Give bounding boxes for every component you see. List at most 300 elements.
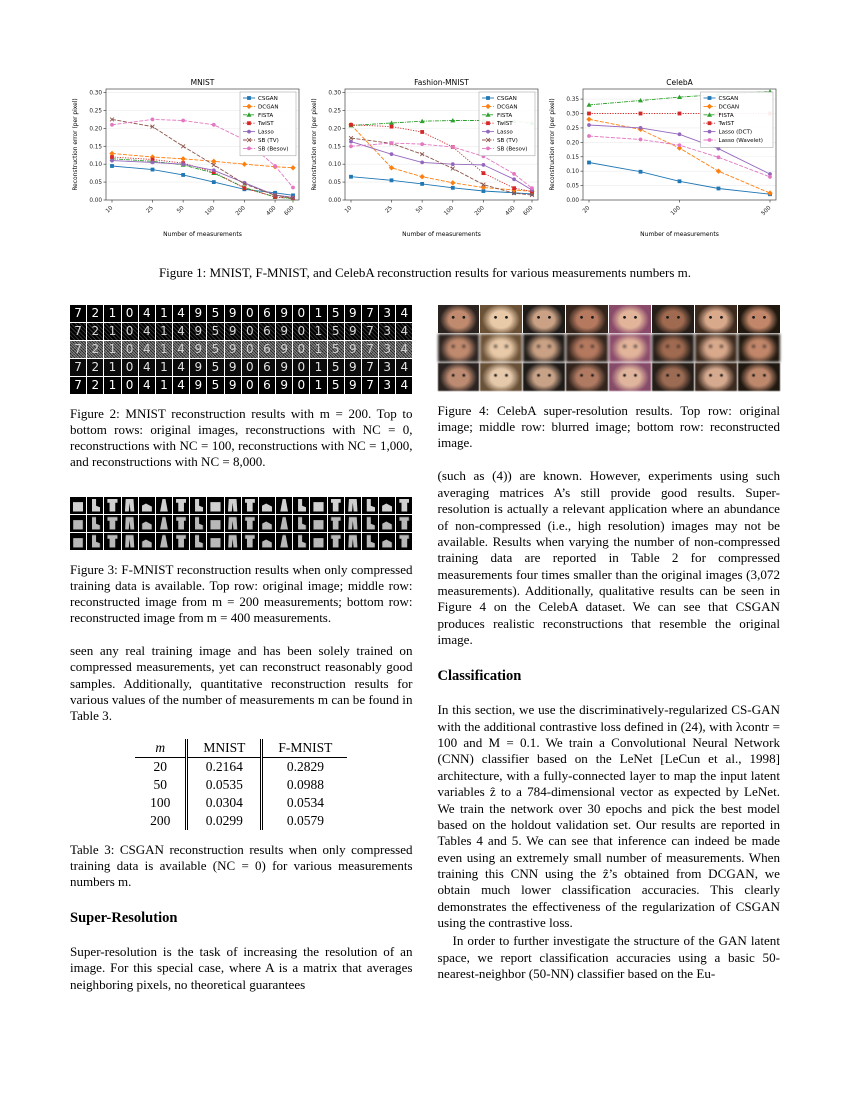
mnist-strip-NC-1000 — [70, 359, 413, 376]
fmnist-item-image — [293, 533, 309, 550]
mnist-digit-image: 9 — [276, 377, 292, 394]
fmnist-item-image — [122, 497, 138, 514]
svg-text:0.20: 0.20 — [327, 126, 341, 133]
mnist-strip-NC-0 — [70, 323, 413, 340]
mnist-digit-image: 1 — [104, 359, 120, 376]
figure1-charts — [70, 76, 780, 244]
svg-text:Lasso: Lasso — [496, 129, 513, 136]
fmnist-item-image — [156, 533, 172, 550]
mnist-digit-image: 0 — [122, 305, 138, 322]
svg-text:Reconstruction error (per pixe: Reconstruction error (per pixel) — [311, 98, 318, 191]
svg-text:10: 10 — [343, 205, 353, 215]
fmnist-item-image — [259, 497, 275, 514]
mnist-digit-image: 7 — [70, 377, 86, 394]
mnist-digit-image: 9 — [345, 323, 361, 340]
mnist-digit-image: 4 — [173, 359, 189, 376]
mnist-digit-image: 4 — [139, 305, 155, 322]
svg-text:CSGAN: CSGAN — [258, 96, 278, 102]
celeba-face-image — [609, 305, 651, 333]
fmnist-item-image — [362, 533, 378, 550]
mnist-digit-image: 5 — [328, 323, 344, 340]
svg-text:0.10: 0.10 — [327, 162, 341, 169]
fmnist-item-image — [104, 497, 120, 514]
fmnist-item-image — [122, 533, 138, 550]
fmnist-item-image — [310, 515, 326, 532]
chart-celeba — [547, 76, 780, 244]
svg-text:FISTA: FISTA — [258, 112, 274, 119]
celeba-face-image — [438, 334, 480, 362]
svg-text:CSGAN: CSGAN — [496, 96, 517, 102]
svg-text:SB (TV): SB (TV) — [258, 138, 279, 144]
table3-caption: Table 3: CSGAN reconstruction results when only compressed training data is available (NC = 0) for various measurements numbers m. — [70, 841, 413, 889]
mnist-digit-image: 9 — [345, 377, 361, 394]
mnist-digit-image: 6 — [259, 359, 275, 376]
fmnist-item-image — [87, 497, 103, 514]
svg-text:Lasso: Lasso — [258, 129, 274, 136]
mnist-digit-image: 0 — [242, 359, 258, 376]
mnist-digit-image: 4 — [173, 377, 189, 394]
svg-text:100: 100 — [204, 205, 217, 218]
table3-cell: 0.0299 — [187, 812, 262, 830]
mnist-digit-image: 7 — [362, 359, 378, 376]
fmnist-item-image — [396, 497, 412, 514]
right-column — [438, 305, 781, 993]
fmnist-item-image — [396, 515, 412, 532]
fmnist-item-image — [173, 497, 189, 514]
mnist-digit-image: 9 — [276, 305, 292, 322]
mnist-digit-image: 2 — [87, 305, 103, 322]
svg-text:CelebA: CelebA — [666, 78, 693, 87]
mnist-digit-image: 4 — [396, 359, 412, 376]
mnist-digit-image: 0 — [242, 341, 258, 358]
mnist-digit-image: 9 — [225, 323, 241, 340]
table3-cell: 100 — [150, 794, 171, 810]
fmnist-strip-m-200 — [70, 515, 413, 532]
celeba-face-image — [523, 334, 565, 362]
mnist-digit-image: 9 — [190, 323, 206, 340]
celeba-face-image — [438, 305, 480, 333]
svg-text:0.10: 0.10 — [566, 169, 579, 176]
mnist-digit-image: 0 — [242, 323, 258, 340]
mnist-digit-image: 4 — [139, 323, 155, 340]
mnist-digit-image: 9 — [345, 341, 361, 358]
mnist-digit-image: 7 — [362, 305, 378, 322]
mnist-digit-image: 1 — [104, 323, 120, 340]
figure2-image — [70, 305, 413, 394]
mnist-digit-image: 9 — [190, 377, 206, 394]
svg-text:0.05: 0.05 — [566, 183, 579, 190]
mnist-digit-image: 5 — [207, 305, 223, 322]
svg-text:200: 200 — [473, 205, 486, 218]
table3-cell: 0.0304 — [187, 794, 262, 812]
svg-text:0.30: 0.30 — [327, 90, 341, 97]
svg-text:0.15: 0.15 — [89, 144, 102, 151]
paragraph-reconstruction: seen any real training image and has been solely trained on compressed measurements, yet can reconstruct reasonably good samples. Additionally, quantitative reconstruction results for various values of the number of measurements m can be found in Table 3. — [70, 642, 413, 724]
mnist-digit-image: 3 — [379, 341, 395, 358]
figure-1 — [70, 76, 780, 281]
svg-text:Reconstruction error (per pixe: Reconstruction error (per pixel) — [73, 98, 79, 191]
paragraph-knn: In order to further investigate the structure of the GAN latent space, we report classification accuracies using a basic 50-nearest-neighbor (50-NN) classifier based on the Eu- — [437, 933, 780, 982]
svg-text:Fashion-MNIST: Fashion-MNIST — [413, 78, 469, 87]
svg-text:DCGAN: DCGAN — [718, 104, 740, 111]
celeba-face-image — [480, 305, 522, 333]
svg-text:0.25: 0.25 — [327, 108, 341, 115]
fmnist-item-image — [87, 533, 103, 550]
table3-cell: 200 — [150, 812, 171, 828]
svg-text:600: 600 — [283, 205, 296, 218]
mnist-digit-image: 5 — [328, 359, 344, 376]
mnist-digit-image: 9 — [345, 305, 361, 322]
svg-text:DCGAN: DCGAN — [496, 104, 518, 111]
mnist-digit-image: 0 — [242, 305, 258, 322]
celeba-face-image — [566, 334, 608, 362]
celeba-face-image — [695, 334, 737, 362]
svg-text:100: 100 — [669, 205, 682, 218]
fmnist-item-image — [122, 515, 138, 532]
mnist-digit-image: 4 — [173, 341, 189, 358]
svg-text:0.00: 0.00 — [89, 198, 102, 204]
mnist-digit-image: 4 — [139, 377, 155, 394]
fmnist-item-image — [70, 497, 86, 514]
fmnist-item-image — [328, 515, 344, 532]
svg-text:DCGAN: DCGAN — [258, 104, 279, 111]
svg-text:0.30: 0.30 — [89, 90, 102, 97]
mnist-digit-image: 7 — [362, 377, 378, 394]
celeba-face-image — [566, 305, 608, 333]
svg-text:50: 50 — [414, 205, 425, 215]
mnist-digit-image: 2 — [87, 377, 103, 394]
mnist-digit-image: 7 — [70, 323, 86, 340]
figure3-caption: Figure 3: F-MNIST reconstruction results when only compressed training data is available. Top row: original image; middle row: reconstructed image from m = 200 measurements; bottom row: reconstructed image from m = 400 measurements. — [70, 561, 413, 625]
mnist-digit-image: 6 — [259, 377, 275, 394]
mnist-digit-image: 3 — [379, 323, 395, 340]
mnist-digit-image: 9 — [190, 341, 206, 358]
fmnist-item-image — [242, 533, 258, 550]
mnist-digit-image: 9 — [276, 323, 292, 340]
fmnist-item-image — [259, 533, 275, 550]
svg-text:500: 500 — [760, 205, 773, 218]
mnist-digit-image: 9 — [225, 305, 241, 322]
celeba-face-image — [652, 305, 694, 333]
mnist-strip-NC-100 — [70, 341, 413, 358]
mnist-digit-image: 3 — [379, 305, 395, 322]
svg-text:Lasso (DCT): Lasso (DCT) — [718, 129, 753, 136]
figure4-image — [438, 305, 781, 391]
mnist-digit-image: 5 — [207, 359, 223, 376]
mnist-digit-image: 4 — [396, 377, 412, 394]
mnist-digit-image: 1 — [156, 323, 172, 340]
fmnist-item-image — [70, 533, 86, 550]
mnist-digit-image: 6 — [259, 341, 275, 358]
mnist-digit-image: 1 — [310, 359, 326, 376]
svg-text:0.20: 0.20 — [89, 126, 102, 133]
fmnist-item-image — [173, 515, 189, 532]
mnist-digit-image: 9 — [190, 359, 206, 376]
table3-row — [135, 812, 347, 830]
mnist-digit-image: 6 — [259, 305, 275, 322]
mnist-digit-image: 2 — [87, 341, 103, 358]
mnist-digit-image: 7 — [70, 359, 86, 376]
figure4-caption: Figure 4: CelebA super-resolution results. Top row: original image; middle row: blurred image; bottom row: reconstructed image. — [437, 403, 780, 451]
table3-row — [135, 757, 347, 776]
fmnist-item-image — [345, 497, 361, 514]
fmnist-item-image — [207, 533, 223, 550]
mnist-digit-image: 5 — [328, 305, 344, 322]
table3-cell: 0.0535 — [187, 776, 262, 794]
mnist-digit-image: 1 — [156, 359, 172, 376]
svg-text:Number of measurements: Number of measurements — [163, 231, 242, 238]
fmnist-item-image — [276, 515, 292, 532]
svg-text:400: 400 — [504, 205, 516, 218]
section-heading-classification: Classification — [437, 668, 522, 685]
svg-text:0.25: 0.25 — [566, 125, 579, 132]
celeba-face-image — [609, 363, 651, 391]
fmnist-item-image — [310, 533, 326, 550]
fmnist-item-image — [190, 515, 206, 532]
svg-text:Lasso (Wavelet): Lasso (Wavelet) — [718, 138, 763, 144]
svg-text:0.00: 0.00 — [566, 198, 579, 204]
fmnist-item-image — [259, 515, 275, 532]
celeba-face-image — [480, 334, 522, 362]
mnist-digit-image: 4 — [396, 305, 412, 322]
fmnist-item-image — [190, 533, 206, 550]
fmnist-item-image — [139, 533, 155, 550]
fmnist-item-image — [396, 533, 412, 550]
mnist-digit-image: 2 — [87, 359, 103, 376]
chart-fashion-mnist — [309, 76, 542, 244]
mnist-digit-image: 0 — [122, 323, 138, 340]
svg-text:Reconstruction error (per pixe: Reconstruction error (per pixel) — [550, 98, 556, 191]
fmnist-item-image — [225, 515, 241, 532]
mnist-digit-image: 5 — [328, 341, 344, 358]
table3-body — [135, 757, 347, 830]
table-3 — [135, 739, 347, 830]
fmnist-item-image — [310, 497, 326, 514]
svg-text:Number of measurements: Number of measurements — [640, 231, 719, 238]
svg-text:CSGAN: CSGAN — [718, 96, 739, 102]
svg-text:SB (Besov): SB (Besov) — [496, 146, 527, 153]
table3-cell: 0.0579 — [262, 812, 348, 830]
fmnist-item-image — [225, 497, 241, 514]
figure3-image — [70, 497, 413, 550]
fmnist-strip-original — [70, 497, 413, 514]
fmnist-item-image — [70, 515, 86, 532]
mnist-digit-image: 1 — [310, 323, 326, 340]
table3-row — [135, 776, 347, 794]
svg-text:0.10: 0.10 — [89, 162, 102, 169]
fmnist-item-image — [276, 533, 292, 550]
fmnist-item-image — [104, 533, 120, 550]
table3-header-cell: F-MNIST — [262, 739, 348, 758]
mnist-digit-image: 5 — [207, 341, 223, 358]
svg-text:TwIST: TwIST — [718, 121, 735, 128]
svg-text:0.00: 0.00 — [327, 198, 341, 204]
svg-text:TwIST: TwIST — [496, 121, 513, 128]
celeba-face-image — [738, 363, 780, 391]
mnist-digit-image: 1 — [156, 305, 172, 322]
mnist-digit-image: 1 — [104, 377, 120, 394]
paragraph-super-resolution-cont: (such as (4)) are known. However, experiments using such averaging matrices A’s still provide good results. Super-resolution is actually a relevant application where an abundance of non-compressed (i.e., high resolution) images may not be available. Results when varying the number of non-compressed training data are reported in Table 2 for compressed measurements four times smaller than the original images (3,072 measurements). Additionally, qualitative results can be seen in Figure 4 on the CelebA dataset. We can see that CSGAN produces realistic reconstructions that resemble the original image. — [437, 468, 780, 648]
fmnist-item-image — [293, 515, 309, 532]
svg-text:100: 100 — [442, 205, 455, 218]
mnist-digit-image: 0 — [122, 359, 138, 376]
mnist-digit-image: 7 — [70, 341, 86, 358]
section-heading-super-resolution: Super-Resolution — [70, 910, 178, 927]
celeba-face-image — [523, 305, 565, 333]
svg-text:SB (Besov): SB (Besov) — [258, 146, 289, 153]
table3-header-row — [135, 739, 347, 758]
table3-row — [135, 794, 347, 812]
svg-text:SB (TV): SB (TV) — [496, 138, 518, 144]
fmnist-item-image — [87, 515, 103, 532]
svg-text:10: 10 — [105, 205, 115, 215]
svg-text:200: 200 — [234, 205, 247, 218]
celeba-face-image — [609, 334, 651, 362]
svg-text:0.35: 0.35 — [566, 97, 579, 104]
svg-text:FISTA: FISTA — [718, 112, 734, 119]
fmnist-item-image — [225, 533, 241, 550]
mnist-digit-image: 4 — [139, 341, 155, 358]
fmnist-item-image — [379, 515, 395, 532]
mnist-digit-image: 2 — [87, 323, 103, 340]
figure1-caption: Figure 1: MNIST, F-MNIST, and CelebA reconstruction results for various measurements numbers m. — [158, 265, 692, 280]
mnist-digit-image: 3 — [379, 359, 395, 376]
table3-cell: 50 — [153, 776, 167, 792]
fmnist-item-image — [207, 497, 223, 514]
mnist-digit-image: 0 — [242, 377, 258, 394]
svg-text:TwIST: TwIST — [258, 121, 274, 128]
svg-text:400: 400 — [265, 205, 278, 218]
svg-text:FISTA: FISTA — [496, 112, 512, 119]
mnist-digit-image: 0 — [122, 341, 138, 358]
mnist-strip-original — [70, 305, 413, 322]
fmnist-item-image — [173, 533, 189, 550]
figure2-caption: Figure 2: MNIST reconstruction results with m = 200. Top to bottom rows: original images, reconstructions with NC = 0, reconstructions with NC = 100, reconstructions with NC = 1,000, and reconstructions with NC = 8,000. — [70, 406, 413, 470]
table3-header-cell: m — [135, 739, 187, 758]
table3-cell: 0.2164 — [187, 757, 262, 776]
mnist-digit-image: 7 — [70, 305, 86, 322]
fmnist-item-image — [379, 497, 395, 514]
mnist-digit-image: 0 — [293, 305, 309, 322]
svg-text:25: 25 — [384, 205, 394, 215]
fmnist-item-image — [328, 533, 344, 550]
svg-text:MNIST: MNIST — [190, 78, 215, 87]
mnist-digit-image: 1 — [310, 305, 326, 322]
celeba-row-original — [438, 305, 781, 333]
fmnist-item-image — [293, 497, 309, 514]
celeba-face-image — [695, 305, 737, 333]
mnist-digit-image: 0 — [293, 323, 309, 340]
fmnist-item-image — [362, 515, 378, 532]
mnist-digit-image: 4 — [396, 323, 412, 340]
fmnist-item-image — [139, 497, 155, 514]
mnist-digit-image: 4 — [396, 341, 412, 358]
fmnist-item-image — [139, 515, 155, 532]
mnist-digit-image: 5 — [207, 323, 223, 340]
mnist-digit-image: 5 — [328, 377, 344, 394]
mnist-digit-image: 9 — [190, 305, 206, 322]
svg-text:0.05: 0.05 — [327, 180, 341, 187]
celeba-face-image — [480, 363, 522, 391]
mnist-digit-image: 9 — [225, 341, 241, 358]
svg-text:0.30: 0.30 — [566, 111, 579, 118]
mnist-digit-image: 0 — [293, 377, 309, 394]
celeba-face-image — [566, 363, 608, 391]
mnist-digit-image: 0 — [293, 359, 309, 376]
fmnist-strip-m-400 — [70, 533, 413, 550]
mnist-strip-NC-8000 — [70, 377, 413, 394]
mnist-digit-image: 1 — [104, 305, 120, 322]
table3-cell: 0.0988 — [262, 776, 348, 794]
svg-text:0.15: 0.15 — [327, 144, 341, 151]
fmnist-item-image — [104, 515, 120, 532]
mnist-digit-image: 4 — [173, 323, 189, 340]
fmnist-item-image — [190, 497, 206, 514]
mnist-digit-image: 0 — [122, 377, 138, 394]
celeba-row-reconstructed — [438, 363, 781, 391]
svg-text:0.05: 0.05 — [89, 180, 102, 187]
mnist-digit-image: 0 — [293, 341, 309, 358]
fmnist-item-image — [362, 497, 378, 514]
mnist-digit-image: 4 — [139, 359, 155, 376]
mnist-digit-image: 3 — [379, 377, 395, 394]
celeba-row-blurred — [438, 334, 781, 362]
mnist-digit-image: 5 — [207, 377, 223, 394]
mnist-digit-image: 1 — [104, 341, 120, 358]
svg-text:0.20: 0.20 — [566, 140, 579, 147]
mnist-digit-image: 1 — [156, 341, 172, 358]
mnist-digit-image: 1 — [310, 341, 326, 358]
svg-text:50: 50 — [176, 205, 186, 215]
celeba-face-image — [695, 363, 737, 391]
mnist-digit-image: 1 — [310, 377, 326, 394]
table3-header-cell: MNIST — [187, 739, 262, 758]
fmnist-item-image — [207, 515, 223, 532]
mnist-digit-image: 1 — [156, 377, 172, 394]
celeba-face-image — [652, 334, 694, 362]
table3-cell: 0.0534 — [262, 794, 348, 812]
celeba-face-image — [738, 305, 780, 333]
svg-text:25: 25 — [145, 205, 155, 215]
two-column-body — [70, 305, 780, 993]
mnist-digit-image: 7 — [362, 323, 378, 340]
fmnist-item-image — [156, 515, 172, 532]
celeba-face-image — [652, 363, 694, 391]
fmnist-item-image — [345, 533, 361, 550]
table3-cell: 0.2829 — [262, 757, 348, 776]
fmnist-item-image — [242, 497, 258, 514]
chart-mnist — [70, 76, 303, 244]
fmnist-item-image — [156, 497, 172, 514]
svg-text:20: 20 — [582, 205, 592, 215]
mnist-digit-image: 9 — [345, 359, 361, 376]
mnist-digit-image: 9 — [225, 377, 241, 394]
fmnist-item-image — [345, 515, 361, 532]
paragraph-classification: In this section, we use the discriminatively-regularized CS-GAN with the additional contrastive loss defined in (24), with λcontr = 100 and M = 0.1. We train a Convolutional Neural Network (CNN) classifier based on the LeNet [LeCun et al., 1998] architecture, with a fully-connected layer to map the input latent variables ẑ to a 784-dimensional vector as expected by LeNet. We train the network over 30 epochs and pick the best model based on the holdout validation set. Our results are reported in Tables 4 and 5. We can see that inference can indeed be made even using an extremely small number of measurements. When training this CNN using the ẑ’s obtained from DCGAN, we obtain much lower classification accuracies. This clearly demonstrates the effectiveness of the regularization of CSGAN using the contrastive loss. — [437, 702, 780, 931]
fmnist-item-image — [242, 515, 258, 532]
mnist-digit-image: 7 — [362, 341, 378, 358]
celeba-face-image — [438, 363, 480, 391]
mnist-digit-image: 6 — [259, 323, 275, 340]
celeba-face-image — [523, 363, 565, 391]
left-column — [70, 305, 413, 993]
mnist-digit-image: 9 — [225, 359, 241, 376]
mnist-digit-image: 4 — [173, 305, 189, 322]
fmnist-item-image — [328, 497, 344, 514]
mnist-digit-image: 9 — [276, 341, 292, 358]
mnist-digit-image: 9 — [276, 359, 292, 376]
svg-text:Number of measurements: Number of measurements — [401, 231, 481, 238]
